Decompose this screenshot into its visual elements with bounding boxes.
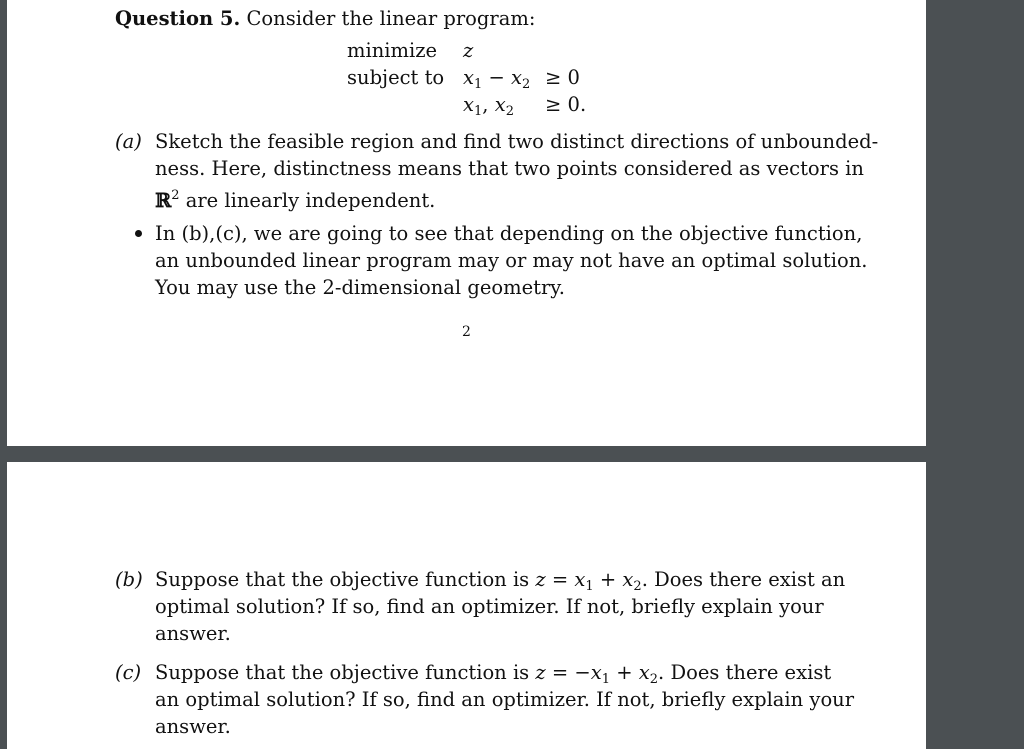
lp-constraint-1-expr: $x_1 - x_2$ [463, 66, 531, 92]
lp-constraint-2-rhs: ≥ 0. [545, 93, 587, 116]
page-number: 2 [462, 324, 471, 340]
bullet-icon [135, 230, 142, 237]
document-page-top [7, 0, 926, 446]
part-b-line-3: answer. [155, 622, 231, 645]
part-a-line-2: ness. Here, distinctness means that two points considered as vectors in [155, 157, 864, 180]
part-c-line-3: answer. [155, 715, 231, 738]
part-b-label: (b) [115, 568, 143, 591]
bullet-line-3: You may use the 2-dimensional geometry. [155, 276, 565, 299]
part-b-line-1: Suppose that the objective function is $z = x_1 + x_2$. Does there exist an [155, 568, 846, 594]
question-title [115, 5, 535, 32]
question-intro: Consider the linear program: [246, 7, 536, 30]
part-b-line-2: optimal solution? If so, find an optimizer. If not, briefly explain your [155, 595, 824, 618]
part-c-line-1: Suppose that the objective function is $z = -x_1 + x_2$. Does there exist [155, 661, 832, 687]
document-page-bottom [7, 462, 926, 749]
lp-objective-expr: z [463, 39, 474, 62]
bullet-note [135, 220, 868, 301]
lp-constraint-2-expr: $x_1$, $x_2$ [463, 93, 514, 119]
question-number: Question 5. [115, 7, 241, 30]
lp-subject-to-label: subject to [347, 66, 445, 89]
bullet-line-1: In (b),(c), we are going to see that depending on the objective function, [155, 222, 863, 245]
lp-minimize-label: minimize [347, 39, 438, 62]
lp-constraint-1-rhs: ≥ 0 [545, 66, 580, 89]
part-c-line-2: an optimal solution? If so, find an optimizer. If not, briefly explain your [155, 688, 855, 711]
part-c [115, 659, 855, 740]
bullet-line-2: an unbounded linear program may or may not have an optimal solution. [155, 249, 868, 272]
part-a-label: (a) [115, 130, 142, 153]
part-b [115, 566, 846, 647]
part-c-label: (c) [115, 661, 142, 684]
part-a-line-1: Sketch the feasible region and find two distinct directions of unbounded- [155, 130, 879, 153]
part-a-line-3: ℝ$^2$ are linearly independent. [155, 188, 436, 212]
part-a [115, 128, 879, 212]
